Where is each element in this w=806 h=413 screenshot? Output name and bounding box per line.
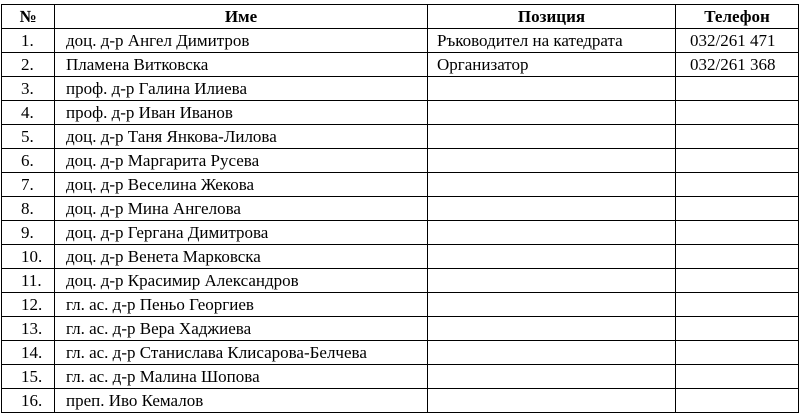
- table-row: [2, 293, 799, 317]
- name-cell: доц. д-р Красимир Александров: [55, 269, 428, 293]
- phone-cell: [676, 317, 799, 341]
- phone-cell: [676, 365, 799, 389]
- phone-cell: [676, 293, 799, 317]
- name-cell: проф. д-р Иван Иванов: [55, 101, 428, 125]
- phone-cell: [676, 269, 799, 293]
- name-cell: доц. д-р Таня Янкова-Лилова: [55, 125, 428, 149]
- position-cell: [428, 77, 676, 101]
- name-cell: доц. д-р Веселина Жекова: [55, 173, 428, 197]
- table-row: [2, 125, 799, 149]
- row-number-cell: 8.: [2, 197, 55, 221]
- name-cell: гл. ас. д-р Малина Шопова: [55, 365, 428, 389]
- name-cell: доц. д-р Мина Ангелова: [55, 197, 428, 221]
- phone-cell: [676, 101, 799, 125]
- row-number-cell: 2.: [2, 53, 55, 77]
- name-cell: гл. ас. д-р Станислава Клисарова-Белчева: [55, 341, 428, 365]
- phone-cell: [676, 125, 799, 149]
- position-cell: [428, 221, 676, 245]
- row-number-cell: 15.: [2, 365, 55, 389]
- name-cell: доц. д-р Гергана Димитрова: [55, 221, 428, 245]
- header-number: №: [2, 5, 55, 29]
- table-row: [2, 29, 799, 53]
- table-row: [2, 245, 799, 269]
- row-number-cell: 5.: [2, 125, 55, 149]
- header-phone: Телефон: [676, 5, 799, 29]
- position-cell: [428, 317, 676, 341]
- position-cell: [428, 101, 676, 125]
- phone-cell: [676, 221, 799, 245]
- name-cell: гл. ас. д-р Вера Хаджиева: [55, 317, 428, 341]
- row-number-cell: 7.: [2, 173, 55, 197]
- phone-cell: [676, 173, 799, 197]
- name-cell: доц. д-р Маргарита Русева: [55, 149, 428, 173]
- row-number-cell: 14.: [2, 341, 55, 365]
- row-number-cell: 13.: [2, 317, 55, 341]
- row-number-cell: 6.: [2, 149, 55, 173]
- position-cell: [428, 149, 676, 173]
- position-cell: [428, 389, 676, 413]
- position-cell: Организатор: [428, 53, 676, 77]
- table-row: [2, 77, 799, 101]
- phone-cell: [676, 245, 799, 269]
- position-cell: [428, 269, 676, 293]
- position-cell: [428, 245, 676, 269]
- row-number-cell: 9.: [2, 221, 55, 245]
- header-name: Име: [55, 5, 428, 29]
- phone-cell: [676, 341, 799, 365]
- phone-cell: [676, 77, 799, 101]
- position-cell: [428, 197, 676, 221]
- table-row: [2, 365, 799, 389]
- table-row: [2, 149, 799, 173]
- table-row: [2, 173, 799, 197]
- name-cell: Пламена Витковска: [55, 53, 428, 77]
- table-row: [2, 197, 799, 221]
- row-number-cell: 1.: [2, 29, 55, 53]
- row-number-cell: 11.: [2, 269, 55, 293]
- table-row: [2, 317, 799, 341]
- header-position: Позиция: [428, 5, 676, 29]
- phone-cell: [676, 149, 799, 173]
- position-cell: [428, 173, 676, 197]
- row-number-cell: 12.: [2, 293, 55, 317]
- name-cell: преп. Иво Кемалов: [55, 389, 428, 413]
- name-cell: проф. д-р Галина Илиева: [55, 77, 428, 101]
- table-row: [2, 101, 799, 125]
- row-number-cell: 4.: [2, 101, 55, 125]
- position-cell: [428, 365, 676, 389]
- phone-cell: 032/261 368: [676, 53, 799, 77]
- table-row: [2, 389, 799, 413]
- table-row: [2, 341, 799, 365]
- position-cell: [428, 125, 676, 149]
- position-cell: Ръководител на катедрата: [428, 29, 676, 53]
- phone-cell: [676, 197, 799, 221]
- name-cell: доц. д-р Ангел Димитров: [55, 29, 428, 53]
- row-number-cell: 16.: [2, 389, 55, 413]
- table-row: [2, 269, 799, 293]
- staff-table: [1, 4, 799, 413]
- name-cell: доц. д-р Венета Марковска: [55, 245, 428, 269]
- name-cell: гл. ас. д-р Пеньо Георгиев: [55, 293, 428, 317]
- table-header-row: [2, 5, 799, 29]
- position-cell: [428, 293, 676, 317]
- table-body: [2, 29, 799, 413]
- table-row: [2, 221, 799, 245]
- phone-cell: [676, 389, 799, 413]
- table-row: [2, 53, 799, 77]
- row-number-cell: 3.: [2, 77, 55, 101]
- row-number-cell: 10.: [2, 245, 55, 269]
- position-cell: [428, 341, 676, 365]
- phone-cell: 032/261 471: [676, 29, 799, 53]
